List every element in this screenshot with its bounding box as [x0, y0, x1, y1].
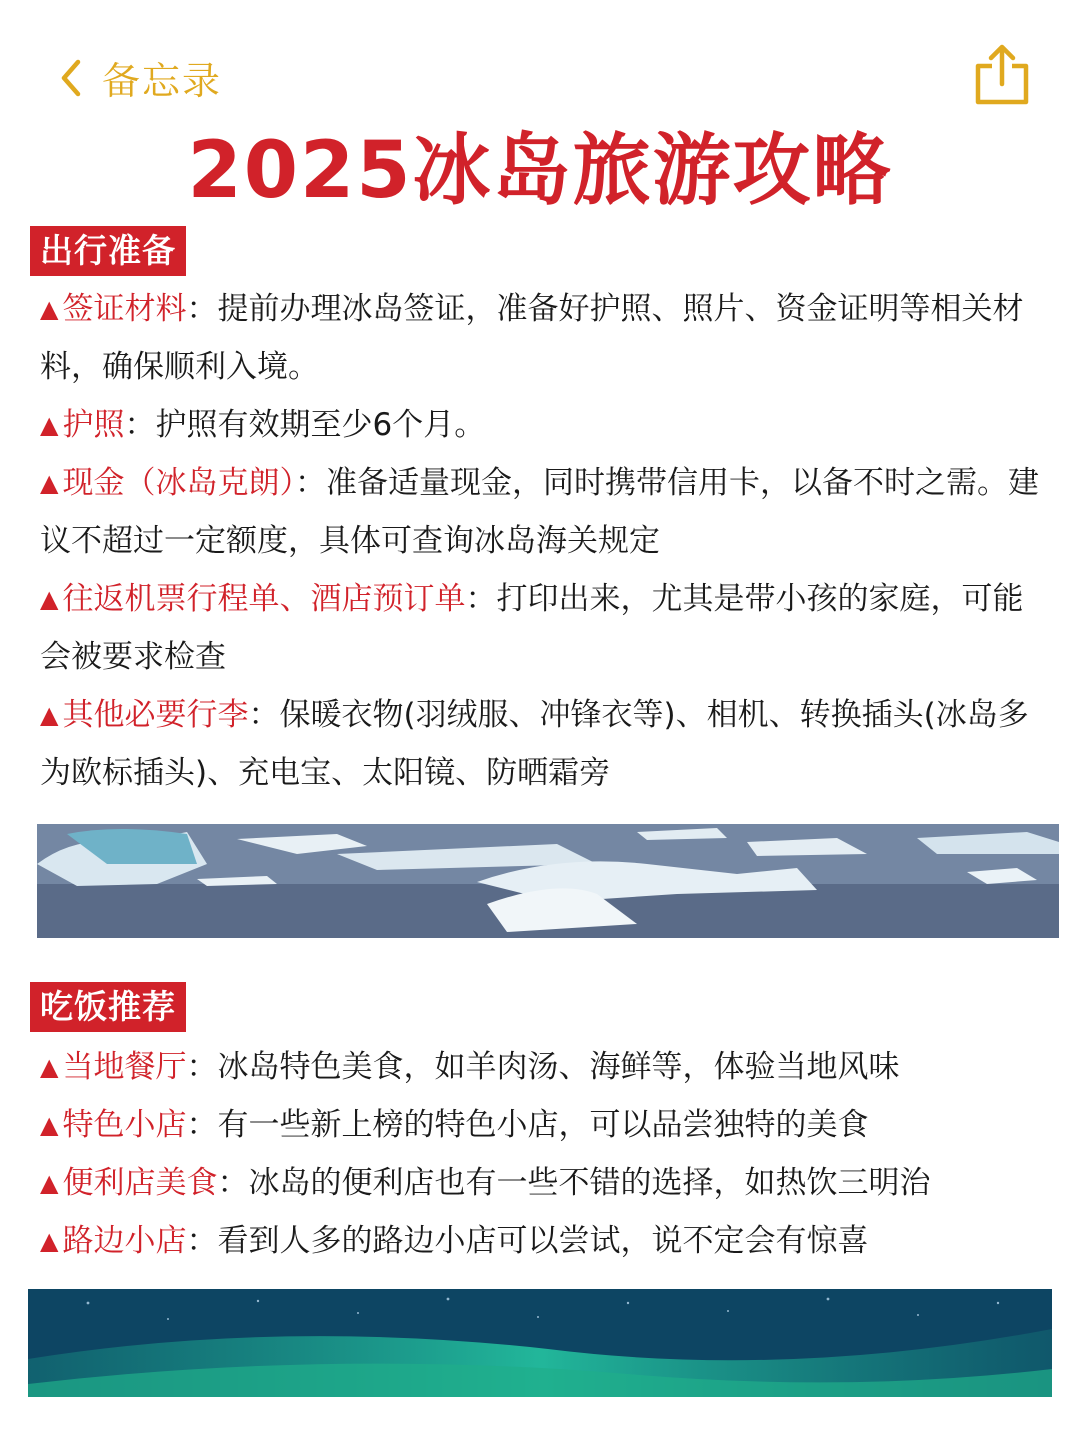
item-label: 往返机票行程单、酒店预订单	[62, 581, 466, 617]
item-desc: 打印出来，尤其是带小孩的家庭，可能会被要求检查	[40, 581, 1024, 675]
chevron-left-icon	[56, 56, 86, 100]
food-list	[40, 1038, 1040, 1270]
item-desc: 冰岛的便利店也有一些不错的选择，如热饮三明治	[248, 1165, 931, 1201]
item-desc: 冰岛特色美食，如羊肉汤、海鲜等，体验当地风味	[217, 1049, 900, 1085]
item-label: 其他必要行李	[62, 697, 249, 733]
item-label: 签证材料	[62, 291, 187, 327]
item-label: 现金（冰岛克朗）	[62, 465, 295, 501]
item-label: 便利店美食	[62, 1165, 218, 1201]
list-item: ▲ 往返机票行程单、酒店预订单：打印出来，尤其是带小孩的家庭，可能会被要求检查	[40, 581, 1024, 675]
item-desc: 护照有效期至少6个月。	[155, 407, 486, 443]
triangle-marker-icon: ▲	[40, 585, 59, 613]
list-item: ▲ 其他必要行李：保暖衣物(羽绒服、冲锋衣等)、相机、转换插头(冰岛多为欧标插头)、充电宝、太阳镜、防晒霜旁	[40, 697, 1029, 791]
list-item: ▲ 签证材料：提前办理冰岛签证，准备好护照、照片、资金证明等相关材料，确保顺利入境。	[40, 291, 1024, 385]
item-desc: 提前办理冰岛签证，准备好护照、照片、资金证明等相关材料，确保顺利入境。	[40, 291, 1024, 385]
item-desc: 准备适量现金，同时携带信用卡，以备不时之需。建议不超过一定额度，具体可查询冰岛海关规定	[40, 465, 1039, 559]
item-label: 特色小店	[62, 1107, 187, 1143]
triangle-marker-icon: ▲	[40, 1227, 59, 1255]
list-item: ▲ 便利店美食：冰岛的便利店也有一些不错的选择，如热饮三明治	[40, 1165, 931, 1201]
section-tag-food: 吃饭推荐	[30, 982, 186, 1032]
nav-bar	[56, 44, 1030, 110]
triangle-marker-icon: ▲	[40, 295, 59, 323]
item-label: 当地餐厅	[62, 1049, 187, 1085]
item-desc: 看到人多的路边小店可以尝试，说不定会有惊喜	[217, 1223, 869, 1259]
aurora-photo	[28, 1289, 1052, 1397]
triangle-marker-icon: ▲	[40, 701, 59, 729]
aurora-illustration	[28, 1289, 1052, 1397]
list-item: ▲ 当地餐厅：冰岛特色美食，如羊肉汤、海鲜等，体验当地风味	[40, 1049, 900, 1085]
list-item: ▲ 路边小店：看到人多的路边小店可以尝试，说不定会有惊喜	[40, 1223, 869, 1259]
back-label: 备忘录	[102, 59, 223, 103]
list-item: ▲ 现金（冰岛克朗）：准备适量现金，同时携带信用卡，以备不时之需。建议不超过一定额度，具体可查询冰岛海关规定	[40, 465, 1039, 559]
list-item: ▲ 护照：护照有效期至少6个月。	[40, 407, 486, 443]
item-desc: 保暖衣物(羽绒服、冲锋衣等)、相机、转换插头(冰岛多为欧标插头)、充电宝、太阳镜、防晒霜旁	[40, 697, 1029, 791]
share-icon[interactable]	[974, 44, 1030, 106]
triangle-marker-icon: ▲	[40, 411, 59, 439]
triangle-marker-icon: ▲	[40, 1053, 59, 1081]
triangle-marker-icon: ▲	[40, 1169, 59, 1197]
item-desc: 有一些新上榜的特色小店，可以品尝独特的美食	[217, 1107, 869, 1143]
list-item: ▲ 特色小店：有一些新上榜的特色小店，可以品尝独特的美食	[40, 1107, 869, 1143]
iceberg-illustration	[37, 824, 1059, 938]
section-tag-preparation: 出行准备	[30, 226, 186, 276]
iceberg-photo	[37, 824, 1059, 938]
preparation-list	[40, 280, 1040, 802]
item-label: 路边小店	[62, 1223, 187, 1259]
back-button[interactable]	[56, 50, 222, 105]
item-label: 护照	[62, 407, 125, 443]
triangle-marker-icon: ▲	[40, 469, 59, 497]
page-title: 2025冰岛旅游攻略	[187, 126, 893, 216]
triangle-marker-icon: ▲	[40, 1111, 59, 1139]
